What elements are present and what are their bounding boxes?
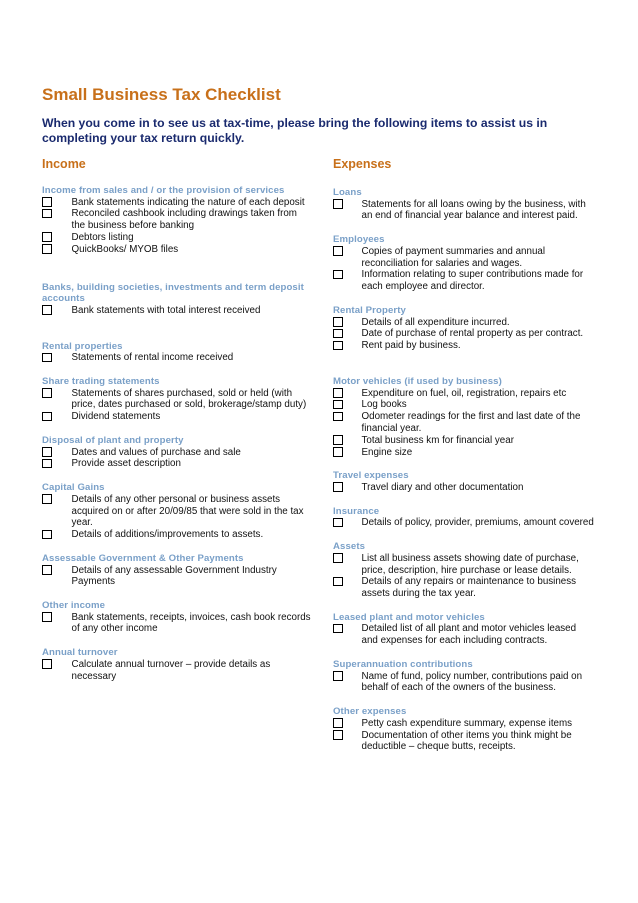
checklist-item — [333, 340, 595, 352]
checklist-section — [333, 234, 595, 293]
checklist-item — [42, 659, 312, 683]
item-text: Engine size — [361, 446, 413, 458]
checkbox-icon[interactable] — [333, 317, 343, 327]
checkbox-icon[interactable] — [42, 530, 52, 540]
section-title: Travel expenses — [333, 470, 409, 482]
section-title: Assets — [333, 541, 366, 553]
checklist-section — [333, 612, 595, 647]
item-text: Bank statements indicating the nature of each deposit — [71, 196, 305, 208]
checkbox-icon[interactable] — [333, 199, 343, 209]
checkbox-icon[interactable] — [333, 671, 343, 681]
checklist-section — [333, 506, 595, 529]
checklist-item — [333, 671, 595, 695]
section-title: Other expenses — [333, 706, 407, 718]
checklist-section — [42, 553, 312, 588]
checklist-item — [333, 576, 595, 600]
item-text: Name of fund, policy number, contributions paid on behalf of each of the owners of the business. — [361, 670, 583, 694]
section-title: Rental properties — [42, 340, 123, 352]
section-title: Disposal of plant and property — [42, 434, 184, 446]
checklist-item — [42, 388, 312, 412]
item-text: Information relating to super contributions made for each employee and director. — [361, 269, 584, 293]
checkbox-icon[interactable] — [42, 565, 52, 575]
item-text: Details of any assessable Government Industry Payments — [71, 564, 277, 588]
checkbox-icon[interactable] — [333, 624, 343, 634]
item-text: Debtors listing — [71, 231, 134, 243]
checkbox-icon[interactable] — [333, 447, 343, 457]
item-text: Calculate annual turnover – provide details as necessary — [71, 658, 271, 682]
checklist-section — [333, 659, 595, 694]
checkbox-icon[interactable] — [42, 612, 52, 622]
checklist-item — [42, 529, 312, 541]
checklist-section — [42, 482, 312, 541]
item-text: Date of purchase of rental property as per contract. — [361, 328, 584, 340]
checkbox-icon[interactable] — [42, 305, 52, 315]
item-text: Statements of shares purchased, sold or held (with price, dates purchased or sold, brokerage/stamp duty) — [71, 387, 307, 411]
item-text: Details of any repairs or maintenance to business assets during the tax year. — [361, 576, 577, 600]
checklist-section — [42, 600, 312, 635]
expenses-column — [333, 157, 595, 753]
checkbox-icon[interactable] — [42, 659, 52, 669]
checkbox-icon[interactable] — [333, 577, 343, 587]
checklist-item — [333, 718, 595, 730]
section-title: Employees — [333, 234, 385, 246]
checkbox-icon[interactable] — [333, 400, 343, 410]
checkbox-icon[interactable] — [333, 553, 343, 563]
section-title: Insurance — [333, 505, 380, 517]
checkbox-icon[interactable] — [42, 232, 52, 242]
item-text: Provide asset description — [71, 458, 181, 470]
section-title: Motor vehicles (if used by business) — [333, 375, 502, 387]
section-title: Rental Property — [333, 304, 406, 316]
checklist-item — [333, 388, 595, 400]
section-title: Leased plant and motor vehicles — [333, 611, 485, 623]
item-text: Bank statements, receipts, invoices, cash book records of any other income — [71, 611, 311, 635]
checklist-item — [42, 494, 312, 529]
expenses-heading: Expenses — [333, 157, 392, 171]
checklist-item — [42, 612, 312, 636]
page-title: Small Business Tax Checklist — [42, 85, 281, 104]
checklist-section — [42, 341, 312, 364]
section-title: Income from sales and / or the provision of services — [42, 185, 285, 196]
checklist-section — [333, 706, 595, 753]
checklist-section — [42, 185, 312, 256]
checklist-section — [42, 282, 312, 317]
checklist-item — [333, 328, 595, 340]
checkbox-icon[interactable] — [42, 244, 52, 254]
checklist-section — [333, 376, 595, 458]
checkbox-icon[interactable] — [333, 730, 343, 740]
income-heading: Income — [42, 157, 86, 171]
checklist-item — [42, 411, 312, 423]
checklist-item — [333, 730, 595, 754]
item-text: Details of policy, provider, premiums, amount covered — [361, 517, 594, 529]
item-text: Dates and values of purchase and sale — [71, 446, 241, 458]
item-text: Bank statements with total interest received — [71, 304, 261, 316]
checkbox-icon[interactable] — [333, 270, 343, 280]
item-text: QuickBooks/ MYOB files — [71, 243, 179, 255]
checklist-section — [333, 470, 595, 493]
checklist-section — [42, 376, 312, 423]
checklist-section — [42, 435, 312, 470]
checklist-item — [333, 435, 595, 447]
item-text: Log books — [361, 399, 407, 411]
checklist-item — [42, 565, 312, 589]
checklist-item — [42, 244, 312, 256]
item-text: Travel diary and other documentation — [361, 481, 524, 493]
checklist-item — [333, 246, 595, 270]
checkbox-icon[interactable] — [333, 518, 343, 528]
checklist-item — [42, 458, 312, 470]
intro-text: When you come in to see us at tax-time, please bring the following items to assist us in completing your tax return quickly. — [42, 116, 548, 145]
checkbox-icon[interactable] — [42, 353, 52, 363]
section-title: Assessable Government & Other Payments — [42, 552, 244, 564]
checkbox-icon[interactable] — [333, 435, 343, 445]
item-text: Statements of rental income received — [71, 352, 234, 364]
checklist-item — [333, 269, 595, 293]
checkbox-icon[interactable] — [42, 412, 52, 422]
checklist-item — [333, 553, 595, 577]
item-text: Documentation of other items you think might be deductible – cheque butts, receipts. — [361, 729, 572, 753]
checkbox-icon[interactable] — [42, 494, 52, 504]
section-title: Share trading statements — [42, 375, 160, 387]
section-title: Banks, building societies, investments and term deposit accounts — [42, 281, 304, 305]
checklist-item — [42, 208, 312, 232]
checklist-item — [333, 399, 595, 411]
checkbox-icon[interactable] — [42, 459, 52, 469]
checklist-section — [333, 187, 595, 222]
item-text: Copies of payment summaries and annual reconciliation for salaries and wages. — [361, 245, 546, 269]
item-text: Odometer readings for the first and last date of the financial year. — [361, 411, 581, 434]
checklist-item — [333, 447, 595, 459]
checklist-section — [333, 541, 595, 600]
item-text: Total business km for financial year — [361, 434, 514, 446]
checklist-item — [333, 411, 595, 435]
item-text: Petty cash expenditure summary, expense items — [361, 717, 573, 729]
section-title: Capital Gains — [42, 482, 105, 494]
item-text: Dividend statements — [71, 411, 161, 423]
checkbox-icon[interactable] — [333, 718, 343, 728]
checkbox-icon[interactable] — [333, 341, 343, 351]
section-title: Superannuation contributions — [333, 659, 473, 671]
checkbox-icon[interactable] — [42, 447, 52, 457]
section-title: Other income — [42, 600, 106, 612]
checklist-item — [333, 199, 595, 223]
section-title: Loans — [333, 187, 362, 198]
item-text: Detailed list of all plant and motor vehicles leased and expenses for each including contracts. — [361, 623, 577, 647]
checklist-item — [333, 317, 595, 329]
checklist-section — [42, 647, 312, 682]
checkbox-icon[interactable] — [42, 197, 52, 207]
checklist-item — [42, 197, 312, 209]
checklist-item — [42, 305, 312, 317]
item-text: Rent paid by business. — [361, 340, 461, 352]
checkbox-icon[interactable] — [333, 482, 343, 492]
item-text: Details of additions/improvements to assets. — [71, 529, 264, 541]
checklist-item — [333, 623, 595, 647]
item-text: Statements for all loans owing by the business, with an end of financial year balance and interest paid. — [361, 198, 586, 222]
checklist-item — [333, 482, 595, 494]
item-text: Details of all expenditure incurred. — [361, 316, 510, 328]
checkbox-icon[interactable] — [333, 388, 343, 398]
item-text: Expenditure on fuel, oil, registration, repairs etc — [361, 387, 567, 399]
checkbox-icon[interactable] — [333, 412, 343, 422]
checklist-item — [42, 232, 312, 244]
income-column — [42, 157, 312, 682]
checklist-item — [42, 447, 312, 459]
item-text: Reconciled cashbook including drawings taken from the business before banking — [71, 208, 297, 232]
checklist-item — [333, 517, 595, 529]
checkbox-icon[interactable] — [42, 209, 52, 219]
checkbox-icon[interactable] — [333, 329, 343, 339]
checkbox-icon[interactable] — [333, 246, 343, 256]
checklist-item — [42, 352, 312, 364]
item-text: Details of any other personal or business assets acquired on or after 20/09/85 that were sold in the tax year. — [71, 493, 304, 529]
checklist-section — [333, 305, 595, 352]
section-title: Annual turnover — [42, 647, 118, 659]
checkbox-icon[interactable] — [42, 388, 52, 398]
item-text: List all business assets showing date of purchase, price, description, hire purchase or lease details. — [361, 552, 579, 576]
